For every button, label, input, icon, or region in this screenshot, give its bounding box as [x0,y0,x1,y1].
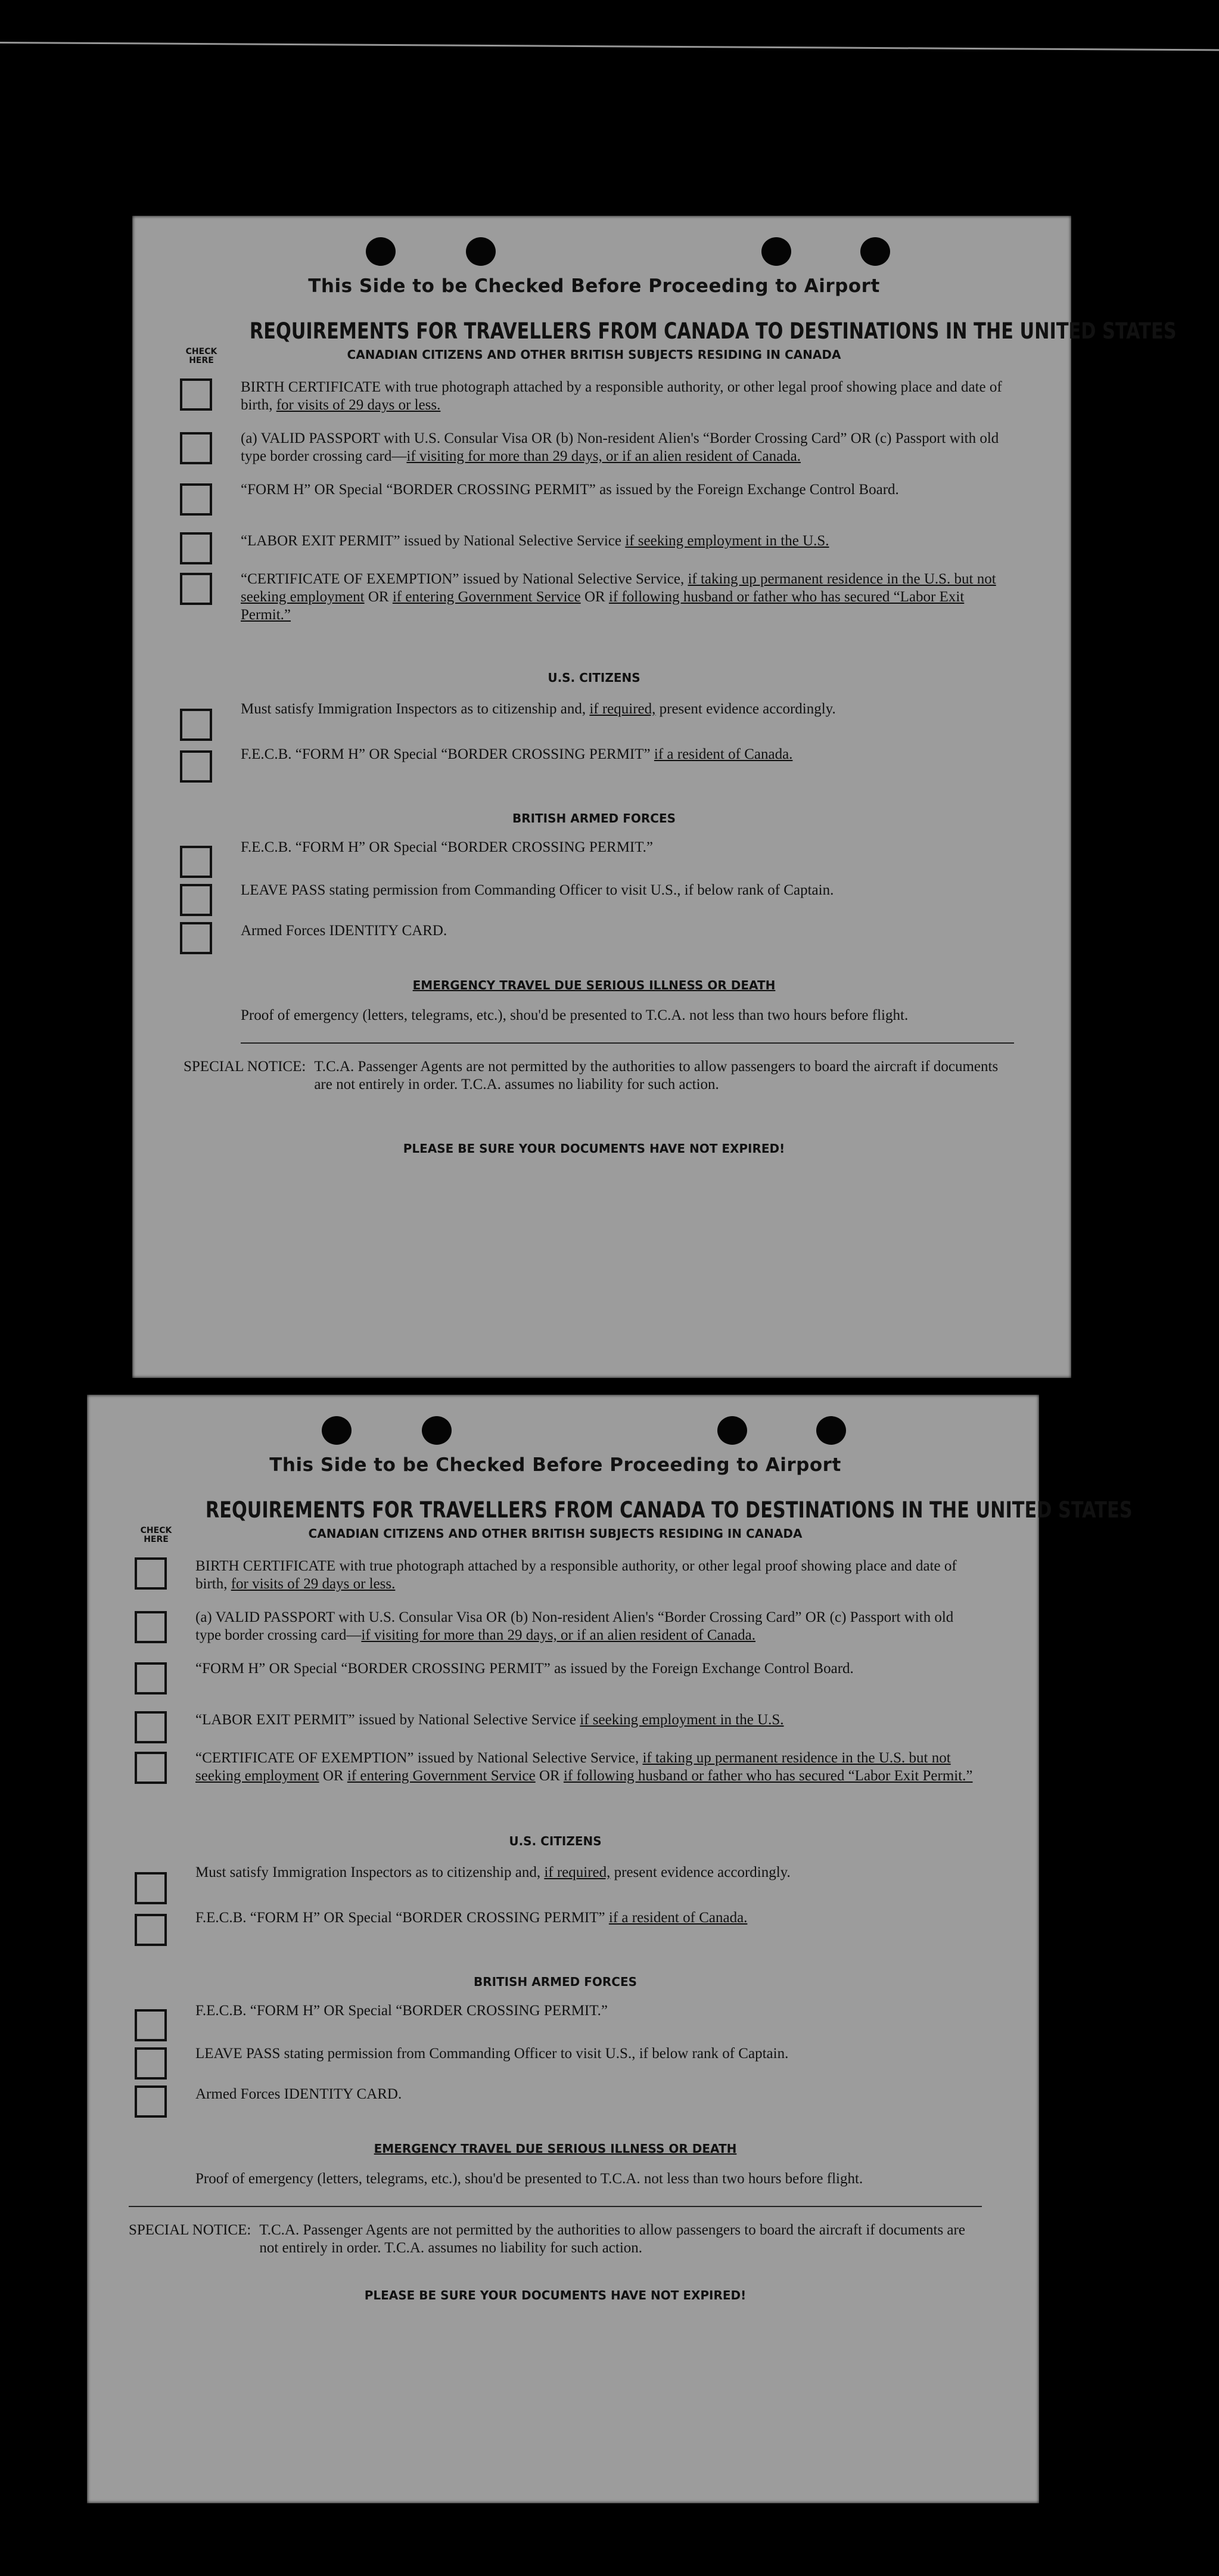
req-labor-exit: “LABOR EXIT PERMIT” issued by National Selective Service if seeking employment in the U.S. [129,1711,982,1749]
section-us-citizens: U.S. CITIZENS [509,1834,602,1848]
form-sheet-top [132,216,1177,1378]
checkbox[interactable] [135,2085,167,2118]
notice-label: SPECIAL NOTICE: [129,2222,251,2238]
notice-label: SPECIAL NOTICE: [184,1059,306,1075]
req-certificate-exemption: “CERTIFICATE OF EXEMPTION” issued by National Selective Service, if taking up permanent residence in the U.S. but not seeking employment OR if entering Government Service OR if following husband or father who has secured “Labor Exit Permit.” [129,1749,982,1787]
checkbox[interactable] [180,884,212,916]
expiry-reminder: PLEASE BE SURE YOUR DOCUMENTS HAVE NOT EXPIRED! [364,2288,747,2302]
notice-text: T.C.A. Passenger Agents are not permitted by the authorities to allow passengers to board the aircraft if documents are not entirely in order. T.C.A. assumes no liability for such action. [314,1059,999,1093]
special-notice [129,2221,982,2257]
emergency-text: Proof of emergency (letters, telegrams, etc.), shou'd be presented to T.C.A. not less than two hours before flight. [195,2171,863,2187]
check-here-label: CHECK HERE [185,347,217,365]
punch-hole [816,1416,846,1445]
checkbox[interactable] [135,1662,167,1694]
checkbox[interactable] [135,2009,167,2041]
checkbox[interactable] [135,1752,167,1784]
req-identity-card: Armed Forces IDENTITY CARD. [129,2085,982,2124]
checkbox[interactable] [135,1557,167,1590]
side-note: This Side to be Checked Before Proceeding to Airport [269,1454,841,1476]
notice-text: T.C.A. Passenger Agents are not permitted by the authorities to allow passengers to board the aircraft if documents are not entirely in order. T.C.A. assumes no liability for such action. [259,2222,965,2256]
req-leave-pass: LEAVE PASS stating permission from Commanding Officer to visit U.S., if below rank of Captain. [174,882,1014,922]
section-emergency: EMERGENCY TRAVEL DUE SERIOUS ILLNESS OR DEATH [412,978,776,992]
req-certificate-exemption: “CERTIFICATE OF EXEMPTION” issued by National Selective Service, if taking up permanent residence in the U.S. but not seeking employment OR if entering Government Service OR if following husband or father who has secured “Labor Exit Permit.” [174,570,1014,624]
checkbox[interactable] [180,573,212,605]
req-us-immigration: Must satisfy Immigration Inspectors as to citizenship and, if required, present evidence accordingly. [129,1864,982,1909]
scan-edge-line [0,42,1219,51]
divider [241,1042,1014,1044]
req-passport: (a) VALID PASSPORT with U.S. Consular Visa OR (b) Non-resident Alien's “Border Crossing Card” OR (c) Passport with old type border crossing card—if visiting for more than 29 days, or if an alien resident of Canada. [129,1609,982,1647]
req-form-h: “FORM H” OR Special “BORDER CROSSING PERMIT” as issued by the Foreign Exchange Control Board. [174,481,1014,519]
section-british-forces: BRITISH ARMED FORCES [512,811,676,825]
req-forces-form-h: F.E.C.B. “FORM H” OR Special “BORDER CROSSING PERMIT.” [129,2002,982,2045]
checkbox[interactable] [135,2047,167,2080]
checkbox[interactable] [135,1611,167,1643]
checkbox[interactable] [180,709,212,741]
form-title: REQUIREMENTS FOR TRAVELLERS FROM CANADA TO DESTINATIONS IN THE UNITED STATES [205,1497,1133,1523]
punch-hole [860,237,890,266]
form-sheet-bottom [87,1395,1133,2503]
checkbox[interactable] [180,922,212,954]
req-leave-pass: LEAVE PASS stating permission from Commanding Officer to visit U.S., if below rank of Captain. [129,2045,982,2085]
req-labor-exit: “LABOR EXIT PERMIT” issued by National Selective Service if seeking employment in the U.S. [174,532,1014,570]
req-us-form-h: F.E.C.B. “FORM H” OR Special “BORDER CROSSING PERMIT” if a resident of Canada. [174,746,1014,784]
checkbox[interactable] [180,532,212,564]
section-british-forces: BRITISH ARMED FORCES [473,1975,638,1989]
req-form-h: “FORM H” OR Special “BORDER CROSSING PERMIT” as issued by the Foreign Exchange Control Board. [129,1660,982,1698]
emergency-text: Proof of emergency (letters, telegrams, etc.), shou'd be presented to T.C.A. not less than two hours before flight. [241,1007,909,1023]
punch-hole [322,1416,352,1445]
punch-hole [717,1416,747,1445]
req-birth-certificate: BIRTH CERTIFICATE with true photograph attached by a responsible authority, or other legal proof showing place and date of birth, for visits of 29 days or less. [174,378,1014,417]
req-identity-card: Armed Forces IDENTITY CARD. [174,922,1014,960]
req-passport: (a) VALID PASSPORT with U.S. Consular Visa OR (b) Non-resident Alien's “Border Crossing Card” OR (c) Passport with old type border crossing card—if visiting for more than 29 days, or if an alien resident of Canada. [174,430,1014,468]
checkbox[interactable] [135,1872,167,1904]
checkbox[interactable] [135,1711,167,1743]
punch-hole [466,237,496,266]
checkbox[interactable] [180,846,212,878]
checkbox[interactable] [180,432,212,464]
section-emergency: EMERGENCY TRAVEL DUE SERIOUS ILLNESS OR DEATH [374,2142,737,2156]
special-notice [184,1058,1014,1094]
section-canadian: CANADIAN CITIZENS AND OTHER BRITISH SUBJECTS RESIDING IN CANADA [347,347,841,362]
check-here-label: CHECK HERE [140,1526,172,1544]
punch-hole [366,237,396,266]
divider [129,2206,982,2207]
form-title: REQUIREMENTS FOR TRAVELLERS FROM CANADA TO DESTINATIONS IN THE UNITED STATES [249,318,1177,344]
checkbox[interactable] [180,750,212,783]
req-us-form-h: F.E.C.B. “FORM H” OR Special “BORDER CROSSING PERMIT” if a resident of Canada. [129,1909,982,1947]
section-canadian: CANADIAN CITIZENS AND OTHER BRITISH SUBJECTS RESIDING IN CANADA [308,1526,803,1541]
req-us-immigration: Must satisfy Immigration Inspectors as to citizenship and, if required, present evidence accordingly. [174,700,1014,746]
punch-hole [761,237,791,266]
checkbox[interactable] [135,1914,167,1946]
checkbox[interactable] [180,378,212,411]
expiry-reminder: PLEASE BE SURE YOUR DOCUMENTS HAVE NOT EXPIRED! [403,1141,785,1156]
req-forces-form-h: F.E.C.B. “FORM H” OR Special “BORDER CROSSING PERMIT.” [174,839,1014,882]
req-birth-certificate: BIRTH CERTIFICATE with true photograph attached by a responsible authority, or other legal proof showing place and date of birth, for visits of 29 days or less. [129,1557,982,1596]
section-us-citizens: U.S. CITIZENS [548,671,640,685]
checkbox[interactable] [180,483,212,516]
punch-hole [422,1416,452,1445]
side-note: This Side to be Checked Before Proceeding to Airport [308,275,880,297]
